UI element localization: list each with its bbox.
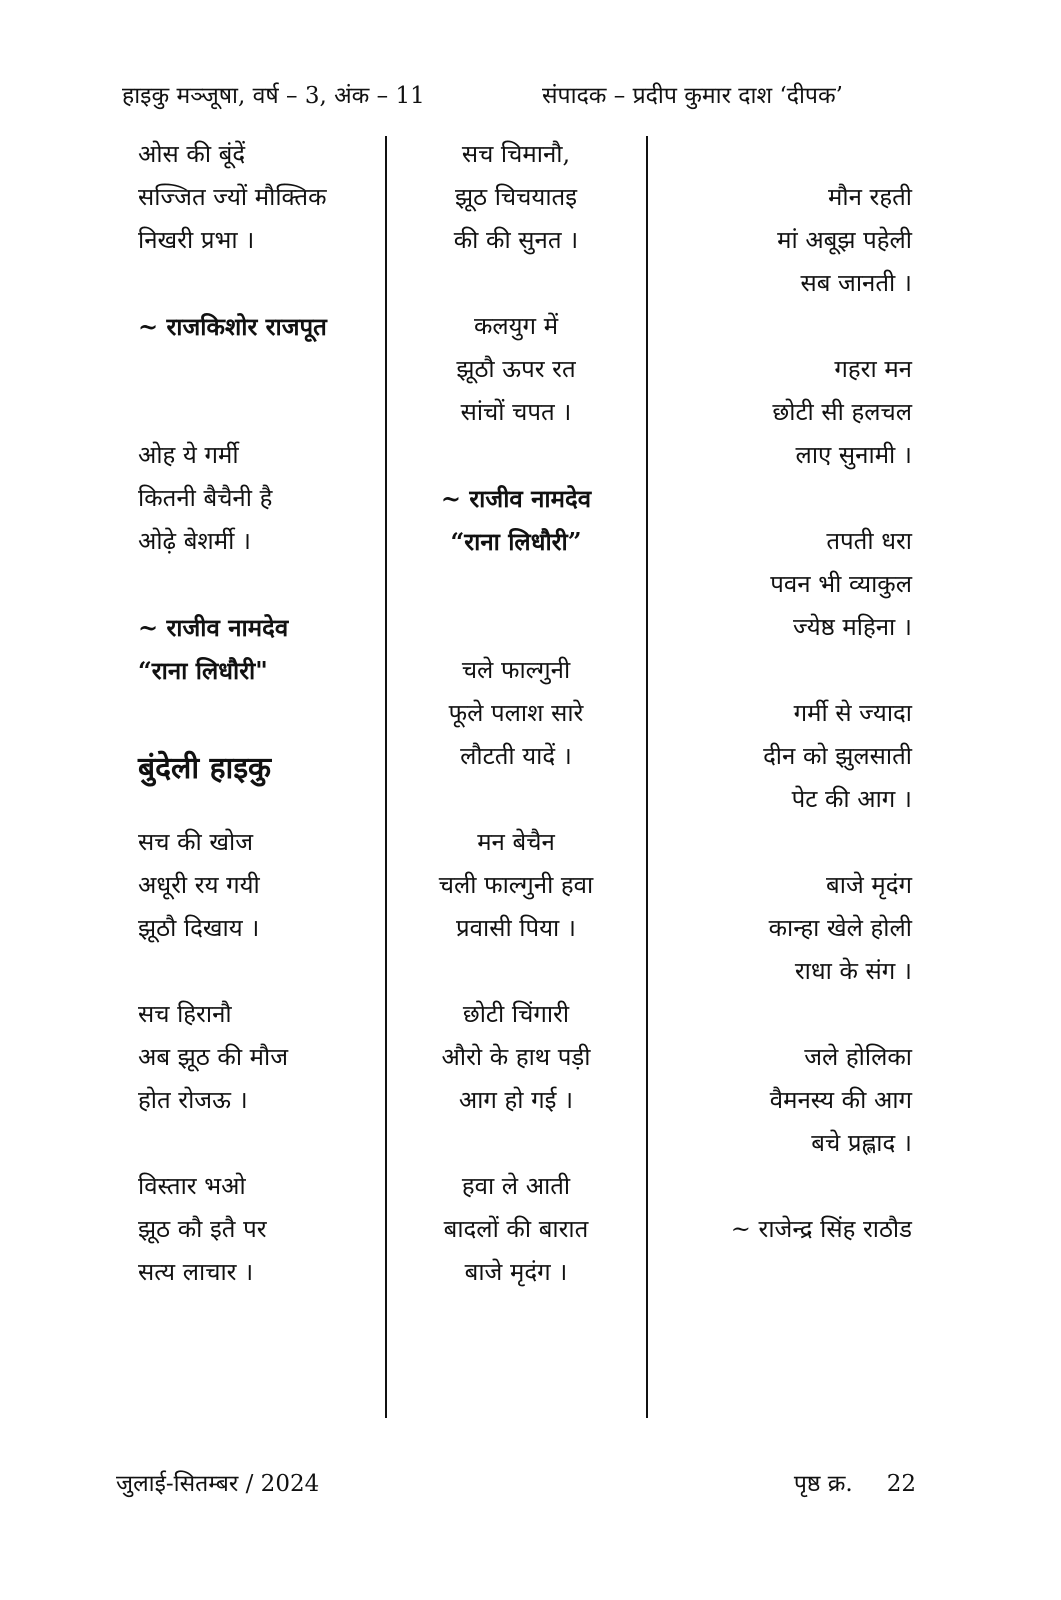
haiku-line: सज्जित ज्यों मौक्तिक	[138, 183, 327, 211]
haiku-line: छोटी चिंगारी	[462, 1000, 570, 1028]
haiku-line: सत्य लाचार ।	[138, 1258, 254, 1286]
right-column	[662, 133, 912, 1251]
editor-credit: संपादक – प्रदीप कुमार दाश ‘दीपक’	[542, 83, 843, 109]
haiku-line: सच चिमानौ,	[461, 140, 571, 168]
haiku-line: राधा के संग ।	[794, 957, 912, 985]
haiku-line: सब जानती ।	[800, 269, 912, 297]
haiku-line: ओह ये गर्मी	[138, 441, 239, 469]
haiku	[400, 305, 632, 434]
haiku-line: तपती धरा	[826, 527, 912, 555]
haiku-line: गर्मी से ज्यादा	[793, 699, 912, 727]
haiku-line: हवा ले आती	[461, 1172, 571, 1200]
haiku-line: झूठौ ऊपर रत	[456, 355, 576, 383]
column-divider-1	[385, 136, 387, 1418]
haiku	[400, 649, 632, 778]
haiku-line: ओस की बूंदें	[138, 140, 246, 168]
author-name: ~ राजीव नामदेव	[138, 613, 289, 642]
haiku-line: झूठ कौ इतै पर	[138, 1215, 267, 1243]
haiku-line: चली फाल्गुनी हवा	[438, 871, 594, 899]
haiku	[662, 348, 912, 477]
page-indicator	[794, 1466, 916, 1498]
haiku	[400, 1165, 632, 1294]
haiku-line: बाजे मृदंग ।	[464, 1258, 568, 1286]
column-divider-2	[646, 136, 648, 1418]
haiku	[138, 133, 378, 262]
haiku-line: की की सुनत ।	[453, 226, 579, 254]
haiku-line: बादलों की बारात	[443, 1215, 589, 1243]
author-name: ~ राजीव नामदेव	[440, 484, 592, 513]
haiku-line: सच हिरानौ	[138, 1000, 232, 1028]
haiku-line: दीन को झुलसाती	[763, 742, 912, 770]
author-name: ~ राजेन्द्र सिंह राठौड	[730, 1215, 912, 1243]
journal-issue-title: हाइकु मञ्जूषा, वर्ष – 3, अंक – 11	[122, 83, 425, 109]
haiku-line: पेट की आग ।	[791, 785, 912, 813]
haiku-line: वैमनस्य की आग	[769, 1086, 912, 1114]
haiku	[662, 176, 912, 305]
haiku-line: आग हो गई ।	[458, 1086, 574, 1114]
haiku	[138, 993, 378, 1122]
haiku-line: विस्तार भओ	[138, 1172, 246, 1200]
haiku-line: अब झूठ की मौज	[138, 1043, 289, 1071]
haiku	[662, 864, 912, 993]
haiku-line: अधूरी रय गयी	[138, 871, 260, 899]
haiku-line: बचे प्रह्लाद ।	[811, 1129, 912, 1157]
haiku	[138, 434, 378, 563]
author-name: ~ राजकिशोर राजपूत	[138, 312, 327, 341]
haiku-line: प्रवासी पिया ।	[456, 914, 576, 942]
haiku-line: चले फाल्गुनी	[461, 656, 571, 684]
page-label: पृष्ठ क्र.	[793, 1471, 853, 1497]
haiku-line: बाजे मृदंग	[826, 871, 912, 899]
haiku	[662, 520, 912, 649]
page-header	[122, 78, 922, 118]
haiku-line: गहरा मन	[834, 355, 912, 383]
haiku-line: सांचों चपत ।	[460, 398, 572, 426]
haiku-line: सच की खोज	[138, 828, 254, 856]
haiku-line: ज्येष्ठ महिना ।	[793, 613, 912, 641]
left-column	[138, 133, 378, 1294]
haiku-line: कितनी बैचैनी है	[138, 484, 273, 512]
haiku	[400, 133, 632, 262]
haiku	[400, 821, 632, 950]
haiku	[400, 993, 632, 1122]
haiku	[138, 1165, 378, 1294]
author-pen-name: “राना लिधौरी”	[450, 527, 582, 556]
haiku	[662, 692, 912, 821]
haiku-line: मन बेचैन	[477, 828, 555, 856]
haiku-line: झूठौ दिखाय ।	[138, 914, 260, 942]
middle-column	[400, 133, 632, 1294]
haiku-line: कान्हा खेले होली	[768, 914, 912, 942]
haiku-line: फूले पलाश सारे	[448, 699, 584, 727]
haiku-line: झूठ चिचयातइ	[454, 183, 577, 211]
haiku-line: पवन भी व्याकुल	[770, 570, 912, 598]
haiku-line: कलयुग में	[473, 312, 559, 340]
haiku-line: लौटती यादें ।	[460, 742, 572, 770]
page-number: 22	[886, 1471, 916, 1497]
section-heading: बुंदेली हाइकु	[138, 751, 272, 786]
haiku	[138, 821, 378, 950]
haiku-line: औरो के हाथ पड़ी	[441, 1043, 591, 1071]
haiku-line: मौन रहती	[828, 183, 912, 211]
haiku-line: होत रोजऊ ।	[138, 1086, 248, 1114]
haiku	[662, 1036, 912, 1165]
haiku-line: जले होलिका	[804, 1043, 912, 1071]
author-pen-name: “राना लिधौरी"	[138, 656, 268, 685]
haiku-line: मां अबूझ पहेली	[777, 226, 912, 254]
haiku-line: लाए सुनामी ।	[795, 441, 912, 469]
haiku-line: निखरी प्रभा ।	[138, 226, 255, 254]
haiku-line: छोटी सी हलचल	[772, 398, 912, 426]
haiku-line: ओढ़े बेशर्मी ।	[138, 527, 252, 555]
issue-period: जुलाई-सितम्बर / 2024	[116, 1471, 320, 1497]
